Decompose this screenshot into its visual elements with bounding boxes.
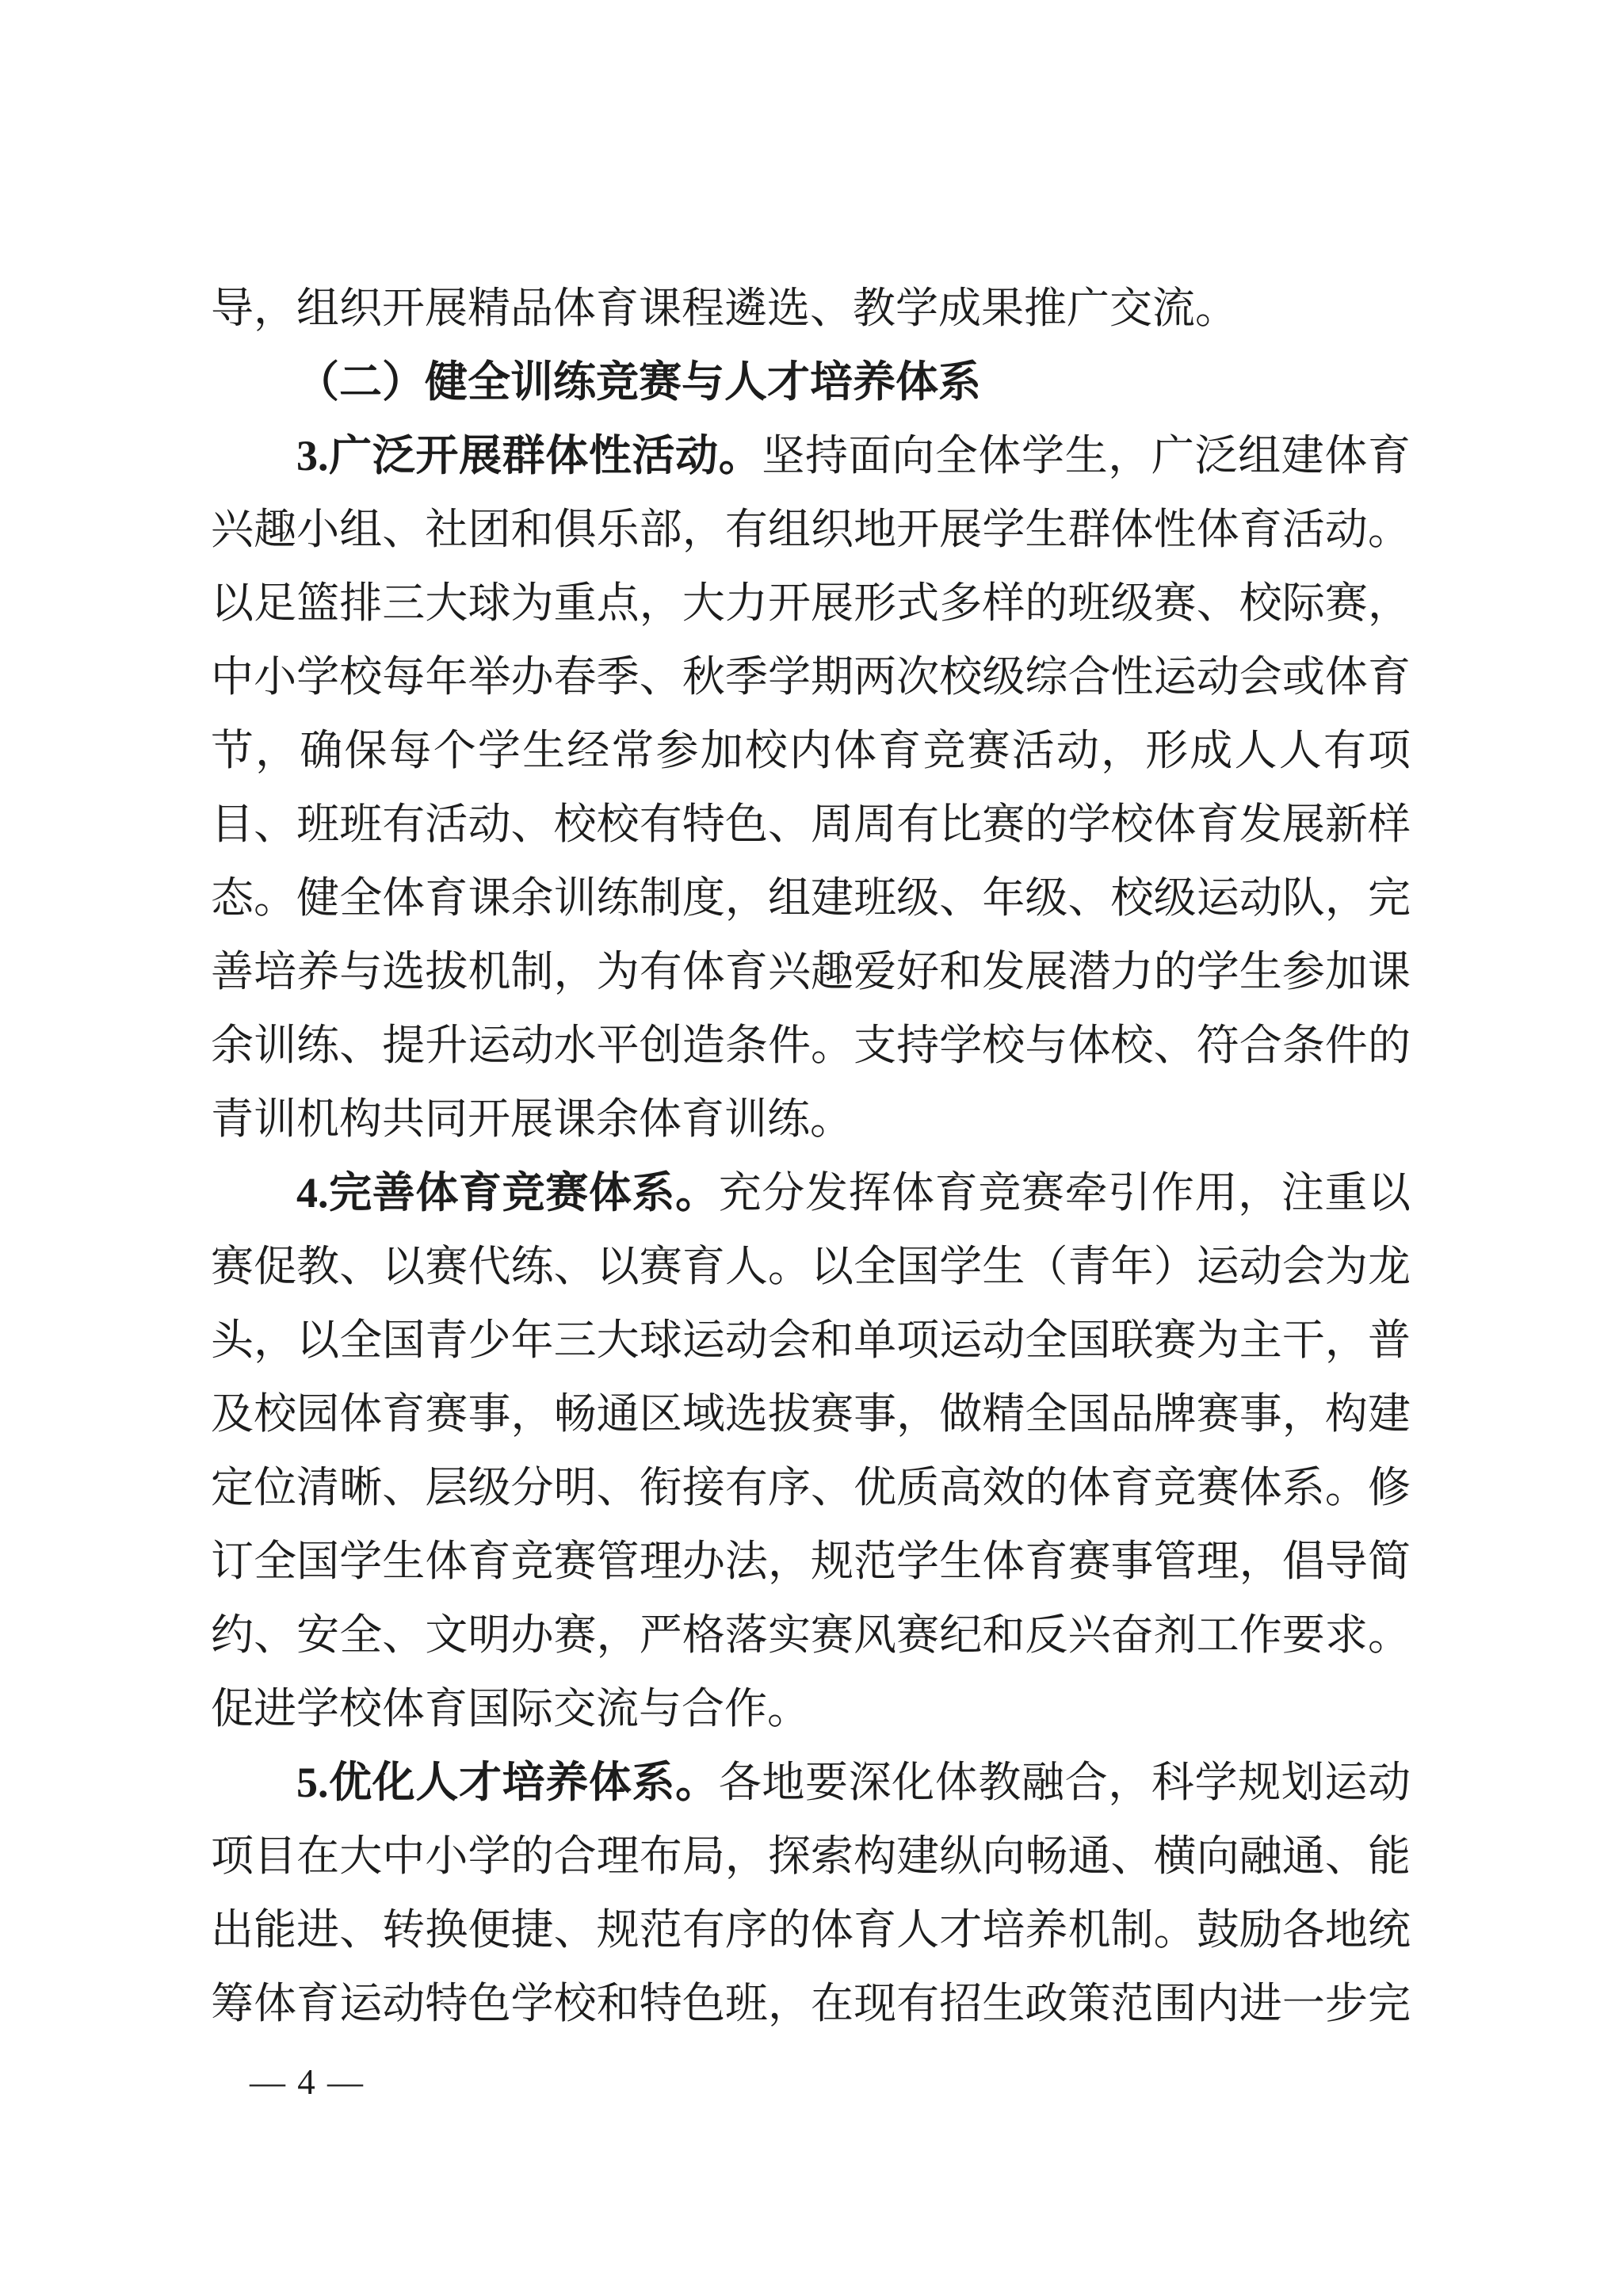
body-text-line bbox=[211, 419, 1411, 493]
body-text-line: 订全国学生体育竞赛管理办法，规范学生体育赛事管理，倡导简 bbox=[211, 1538, 1411, 1585]
body-text-line bbox=[211, 1746, 1411, 1820]
numbered-item-lead: 3.广泛开展群体性活动。 bbox=[296, 432, 762, 479]
body-text-line: 余训练、提升运动水平创造条件。支持学校与体校、符合条件的 bbox=[211, 1022, 1411, 1069]
body-text-line: 赛促教、以赛代练、以赛育人。以全国学生（青年）运动会为龙 bbox=[211, 1243, 1411, 1290]
body-text-run: 各地要深化体教融合，科学规划运动 bbox=[718, 1759, 1411, 1806]
body-text-line: 定位清晰、层级分明、衔接有序、优质高效的体育竞赛体系。修 bbox=[211, 1464, 1411, 1511]
body-text-run: 充分发挥体育竞赛牵引作用，注重以 bbox=[718, 1169, 1411, 1217]
numbered-item-lead: 5.优化人才培养体系。 bbox=[296, 1759, 719, 1806]
body-text-line: 头，以全国青少年三大球运动会和单项运动全国联赛为主干，普 bbox=[211, 1316, 1411, 1364]
numbered-item-lead: 4.完善体育竞赛体系。 bbox=[296, 1169, 719, 1217]
body-text-line bbox=[211, 1156, 1411, 1230]
section-heading: （二）健全训练竞赛与人才培养体系 bbox=[296, 358, 981, 406]
body-text-line: 青训机构共同开展课余体育训练。 bbox=[211, 1095, 853, 1143]
body-text-run: 坚持面向全体学生，广泛组建体育 bbox=[762, 432, 1411, 479]
body-text-line: 目、班班有活动、校校有特色、周周有比赛的学校体育发展新样 bbox=[211, 800, 1411, 848]
body-text-line: 出能进、转换便捷、规范有序的体育人才培养机制。鼓励各地统 bbox=[211, 1906, 1411, 1954]
body-text-line: 促进学校体育国际交流与合作。 bbox=[211, 1685, 810, 1733]
body-text-line: 以足篮排三大球为重点，大力开展形式多样的班级赛、校际赛， bbox=[211, 579, 1411, 627]
body-text-line: 项目在大中小学的合理布局，探索构建纵向畅通、横向融通、能 bbox=[211, 1832, 1411, 1880]
document-body bbox=[211, 272, 1411, 2041]
body-text-line: 节，确保每个学生经常参加校内体育竞赛活动，形成人人有项 bbox=[211, 727, 1411, 774]
body-text-line: 中小学校每年举办春季、秋季学期两次校级综合性运动会或体育 bbox=[211, 653, 1411, 701]
body-text-line: 态。健全体育课余训练制度，组建班级、年级、校级运动队，完 bbox=[211, 874, 1411, 922]
page-number: — 4 — bbox=[250, 2062, 365, 2102]
body-text-line: 善培养与选拔机制，为有体育兴趣爱好和发展潜力的学生参加课 bbox=[211, 948, 1411, 995]
body-text-line: 导，组织开展精品体育课程遴选、教学成果推广交流。 bbox=[211, 285, 1238, 332]
body-text-line: 及校园体育赛事，畅通区域选拔赛事，做精全国品牌赛事，构建 bbox=[211, 1390, 1411, 1438]
body-text-line: 筹体育运动特色学校和特色班，在现有招生政策范围内进一步完 bbox=[211, 1980, 1411, 2027]
body-text-line: 约、安全、文明办赛，严格落实赛风赛纪和反兴奋剂工作要求。 bbox=[211, 1611, 1411, 1659]
body-text-line: 兴趣小组、社团和俱乐部，有组织地开展学生群体性体育活动。 bbox=[211, 506, 1411, 553]
